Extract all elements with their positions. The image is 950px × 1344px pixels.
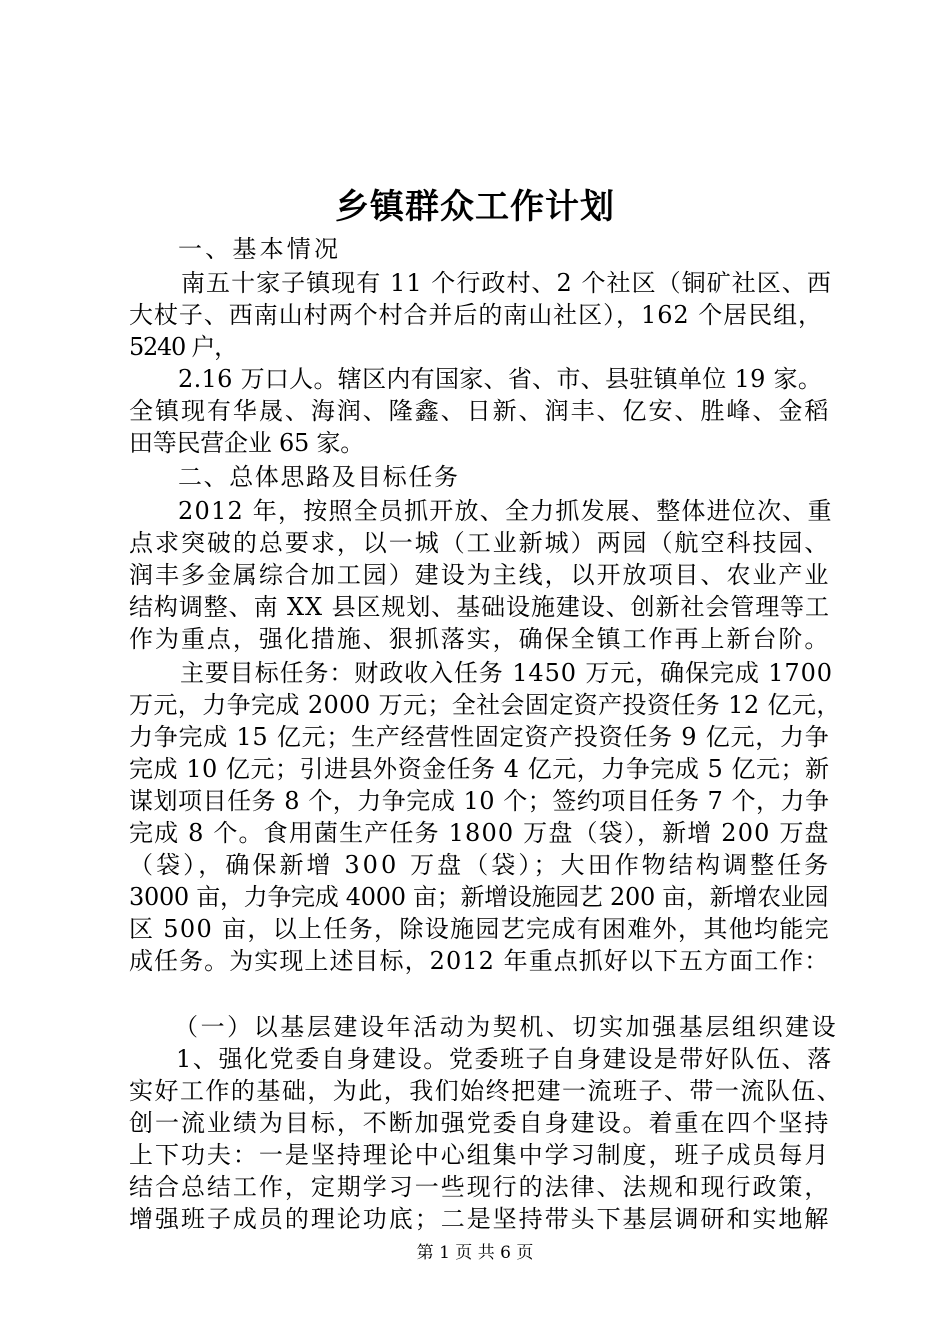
section-heading: 一、基本情况 xyxy=(178,235,342,263)
paragraph-line: 田等民营企业 65 家。 xyxy=(129,429,364,457)
paragraph-line: 完成 8 个。食用菌生产任务 1800 万盘（袋），新增 200 万盘 xyxy=(129,819,830,847)
paragraph-line: 2012 年，按照全员抓开放、全力抓发展、整体进位次、重 xyxy=(178,497,833,525)
paragraph-line: 作为重点，强化措施、狠抓落实，确保全镇工作再上新台阶。 xyxy=(129,625,831,653)
page-footer: 第 1 页 共 6 页 xyxy=(416,1243,534,1263)
paragraph-line: 完成 10 亿元；引进县外资金任务 4 亿元，力争完成 5 亿元；新 xyxy=(129,755,830,783)
paragraph-line: 主要目标任务：财政收入任务 1450 万元，确保完成 1700 xyxy=(180,659,833,687)
paragraph-line: 结合总结工作，定期学习一些现行的法律、法规和现行政策， xyxy=(129,1173,831,1201)
paragraph-line: 上下功夫：一是坚持理论中心组集中学习制度，班子成员每月 xyxy=(129,1141,831,1169)
document-title: 乡镇群众工作计划 xyxy=(335,187,615,227)
paragraph-line: （袋），确保新增 300 万盘（袋）；大田作物结构调整任务 xyxy=(129,851,832,879)
paragraph-line: 南五十家子镇现有 11 个行政村、2 个社区（铜矿社区、西 xyxy=(181,269,832,297)
section-heading: 二、总体思路及目标任务 xyxy=(178,463,460,491)
paragraph-line: 力争完成 15 亿元；生产经营性固定资产投资任务 9 亿元，力争 xyxy=(129,723,830,751)
paragraph-line: 全镇现有华晟、海润、隆鑫、日新、润丰、亿安、胜峰、金稻 xyxy=(129,397,831,425)
paragraph-line: 结构调整、南 XX 县区规划、基础设施建设、创新社会管理等工 xyxy=(129,593,830,621)
paragraph-line: 大杖子、西南山村两个村合并后的南山社区），162 个居民组， xyxy=(129,301,823,329)
paragraph-line: 增强班子成员的理论功底；二是坚持带头下基层调研和实地解 xyxy=(129,1205,831,1233)
paragraph-line: 创一流业绩为目标，不断加强党委自身建设。着重在四个坚持 xyxy=(129,1109,831,1137)
subsection-heading: （一）以基层建设年活动为契机、切实加强基层组织建设 xyxy=(174,1013,839,1041)
paragraph-line: 3000 亩，力争完成 4000 亩；新增设施园艺 200 亩，新增农业园 xyxy=(129,883,829,911)
paragraph-line: 润丰多金属综合加工园）建设为主线，以开放项目、农业产业 xyxy=(129,561,831,589)
paragraph-line: 万元，力争完成 2000 万元；全社会固定资产投资任务 12 亿元， xyxy=(129,691,841,719)
paragraph-line: 成任务。为实现上述目标，2012 年重点抓好以下五方面工作： xyxy=(129,947,830,975)
paragraph-line: 点求突破的总要求，以一城（工业新城）两园（航空科技园、 xyxy=(129,529,831,557)
paragraph-line: 区 500 亩，以上任务，除设施园艺完成有困难外，其他均能完 xyxy=(129,915,830,943)
paragraph-line: 1、强化党委自身建设。党委班子自身建设是带好队伍、落 xyxy=(176,1045,833,1073)
paragraph-line: 谋划项目任务 8 个，力争完成 10 个；签约项目任务 7 个，力争 xyxy=(129,787,830,815)
paragraph-line: 2.16 万口人。辖区内有国家、省、市、县驻镇单位 19 家。 xyxy=(178,365,823,393)
paragraph-line: 实好工作的基础，为此，我们始终把建一流班子、带一流队伍、 xyxy=(129,1077,843,1105)
paragraph-line: 5240 户， xyxy=(129,333,237,361)
